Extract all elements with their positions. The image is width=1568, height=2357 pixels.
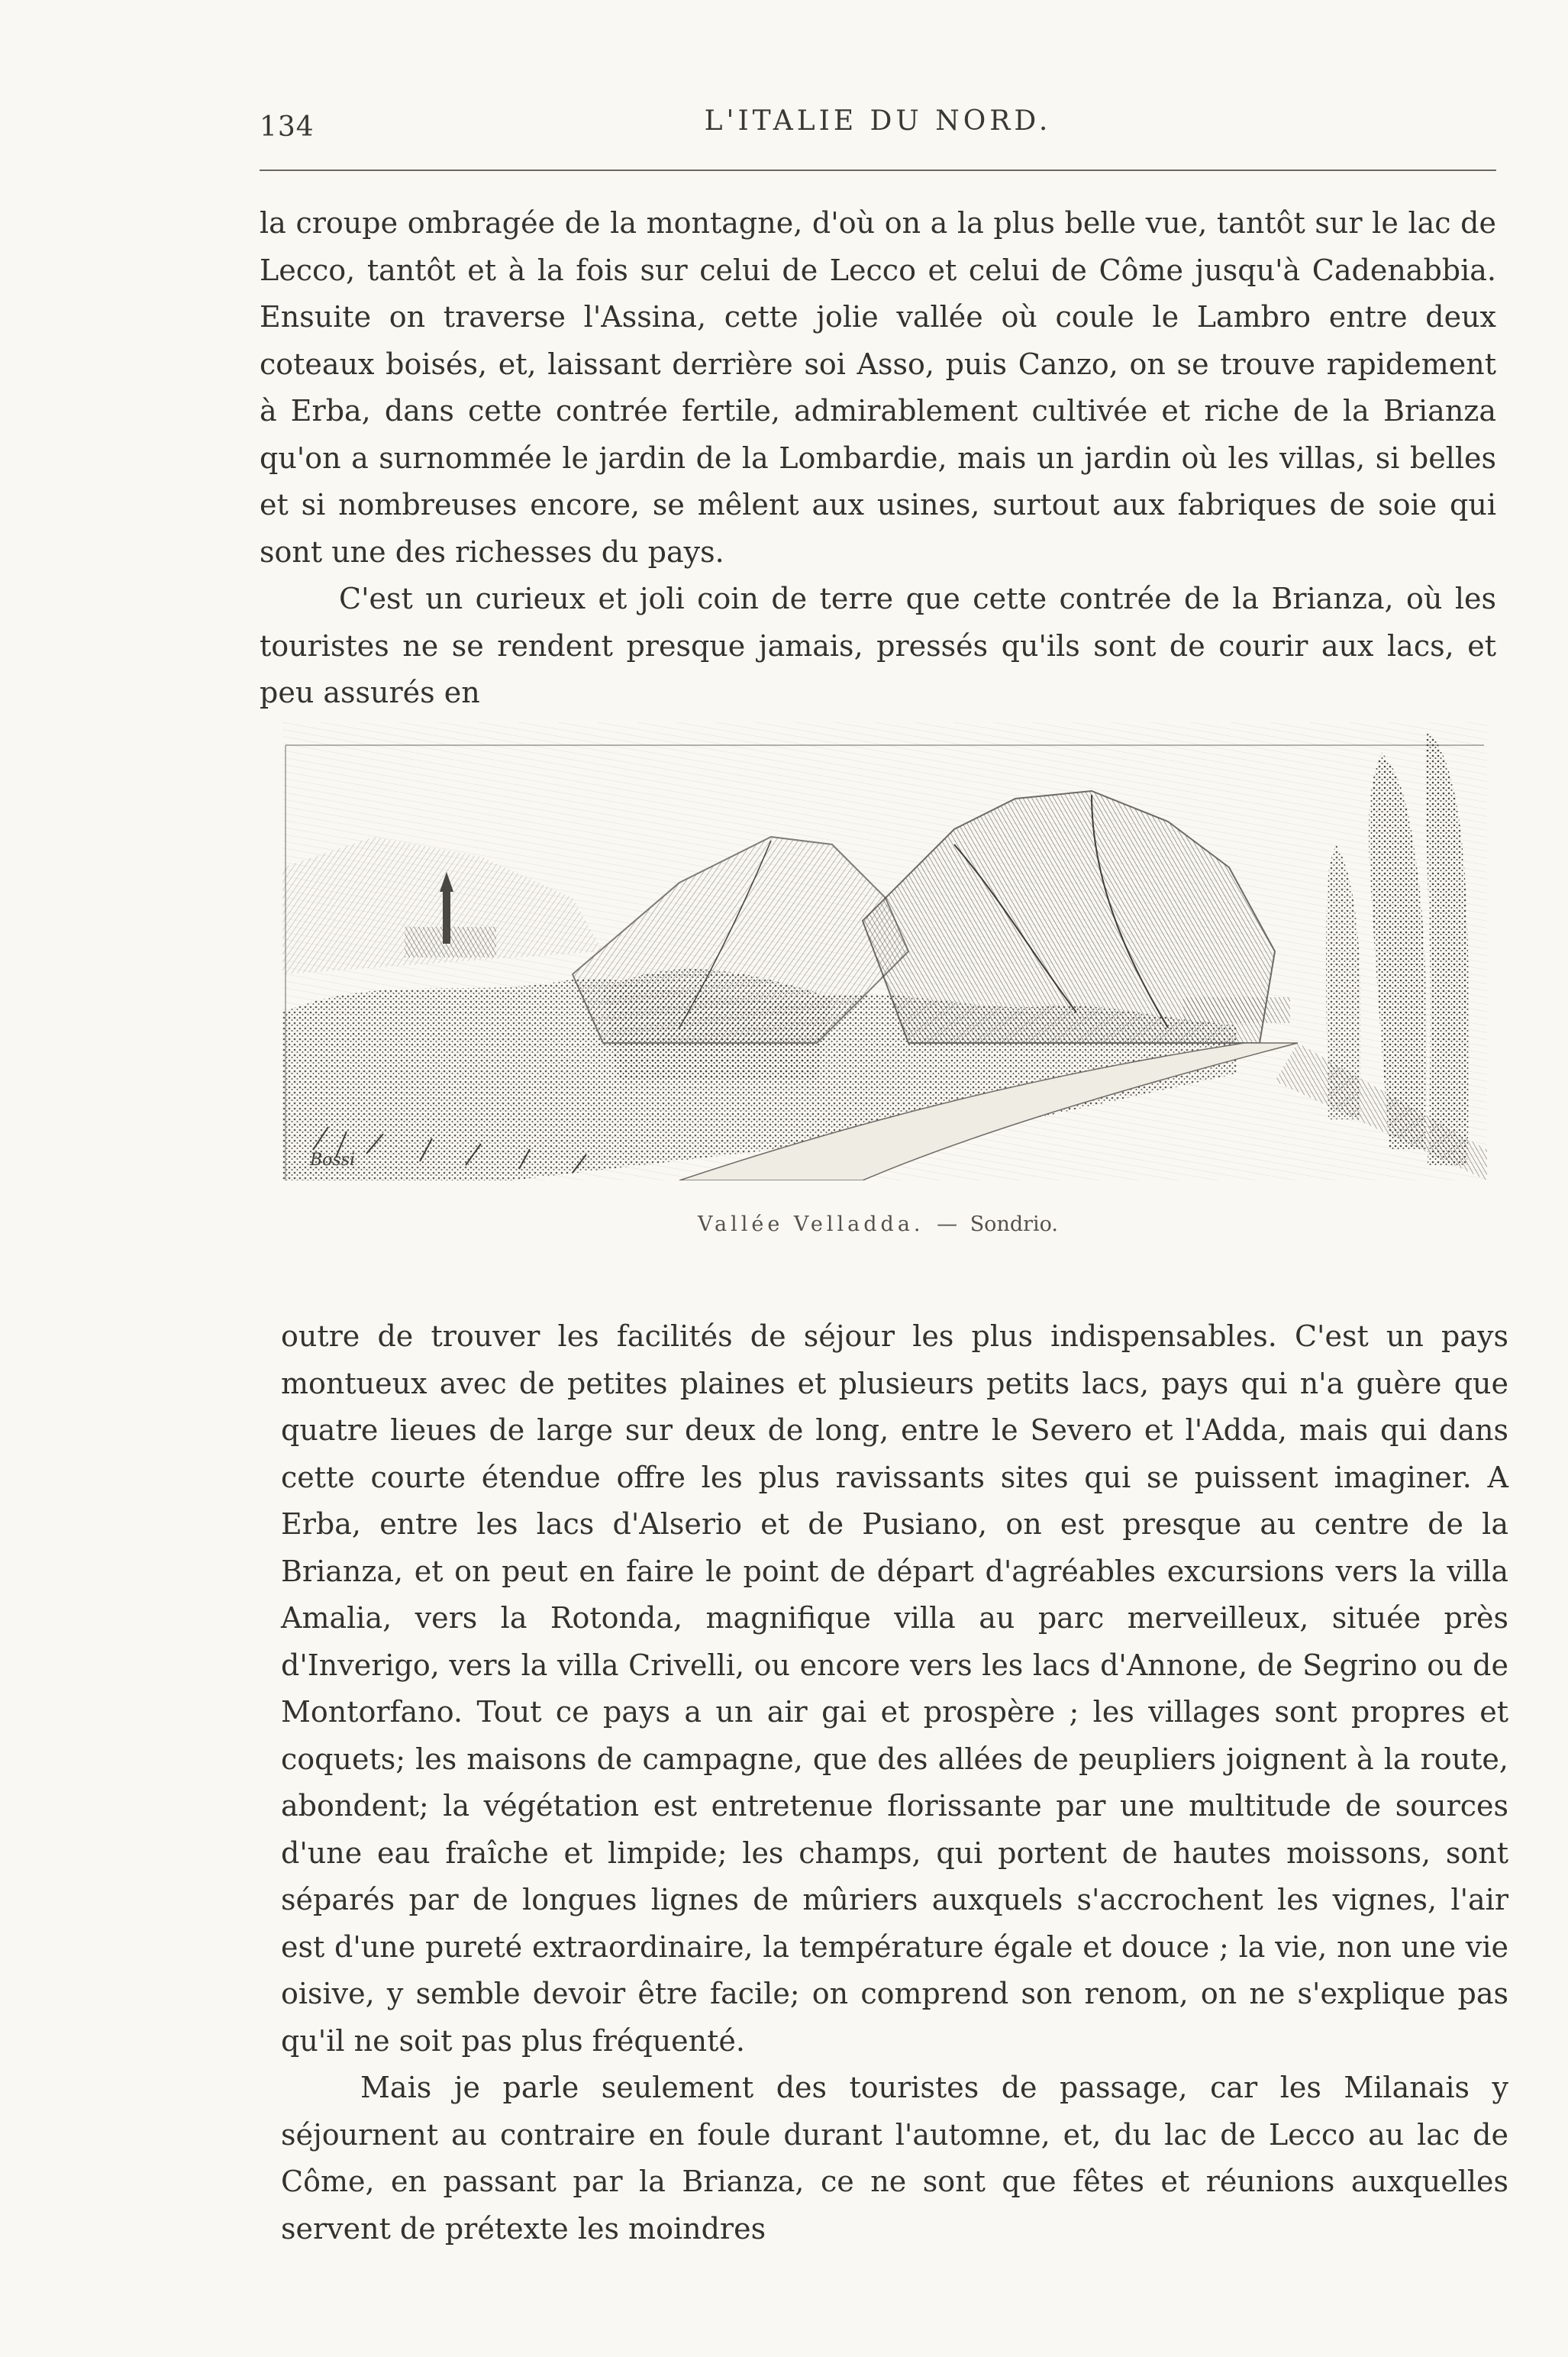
text-block-bottom [281,1313,1508,2252]
caption-separator: — [937,1212,958,1236]
paragraph: outre de trouver les facilités de séjour les plus indispensables. C'est un pays montueux avec de petites plaines et plusieurs petits lacs, pays qui n'a guère que quatre lieues de large sur deux de long, entre le Severo et l'Adda, mais qui dans cette courte étendue offre les plus ravissants sites qui se puissent imaginer. A Erba, entre les lacs d'Alserio et de Pusiano, on est presque au centre de la Brianza, et on peut en faire le point de départ d'agréables excursions vers la villa Amalia, vers la Rotonda, magnifique villa au parc merveilleux, située près d'Inverigo, vers la villa Crivelli, ou encore vers les lacs d'Annone, de Segrino ou de Montorfano. Tout ce pays a un air gai et prospère ; les villages sont propres et coquets; les maisons de campagne, que des allées de peupliers joignent à la route, abondent; la végétation est entretenue florissante par une multitude de sources d'une eau fraîche et limpide; les champs, qui portent de hautes moissons, sont séparés par de longues lignes de mûriers auxquels s'accrochent les vignes, l'air est d'une pureté extraordinaire, la température égale et douce ; la vie, non une vie oisive, y semble devoir être facile; on comprend son renom, on ne s'explique pas qu'il ne soit pas plus fréquenté. [281,1319,1508,2058]
text-block-top [260,200,1496,717]
caption-title: Vallée Velladda. [697,1212,924,1236]
village-right [1183,997,1290,1023]
paragraph: C'est un curieux et joli coin de terre que cette contrée de la Brianza, où les touristes ne se rendent presque jamais, pressés qu'ils sont de courir aux lacs, et peu assurés en [260,582,1496,709]
paragraph: Mais je parle seulement des touristes de passage, car les Milanais y séjournent au contraire en foule durant l'automne, et, du lac de Lecco au lac de Côme, en passant par la Brianza, ce ne sont que fêtes et réunions auxquelles servent de prétexte les moindres [281,2071,1508,2246]
village-left [405,927,496,957]
engraving-illustration [282,722,1487,1180]
artist-signature: Bossi [310,1151,356,1170]
landscape-engraving [282,722,1487,1180]
paragraph: la croupe ombragée de la montagne, d'où on a la plus belle vue, tantôt sur le lac de Lecco, tantôt et à la fois sur celui de Lecco et celui de Côme jusqu'à Cadenabbia. Ensuite on traverse l'Assina, cette jolie vallée où coule le Lambro entre deux coteaux boisés, et, laissant derrière soi Asso, puis Canzo, on se trouve rapidement à Erba, dans cette contrée fertile, admirablement cultivée et riche de la Brianza qu'on a surnommée le jardin de la Lombardie, mais un jardin où les villas, si belles et si nombreuses encore, se mêlent aux usines, surtout aux fabriques de soie qui sont une des richesses du pays. [260,206,1496,569]
header-rule [260,170,1496,171]
page-number: 134 [260,111,315,143]
figure-caption [260,1212,1496,1236]
running-title: L'ITALIE DU NORD. [704,105,1052,137]
running-head [260,105,1496,151]
caption-place: Sondrio. [970,1212,1059,1236]
